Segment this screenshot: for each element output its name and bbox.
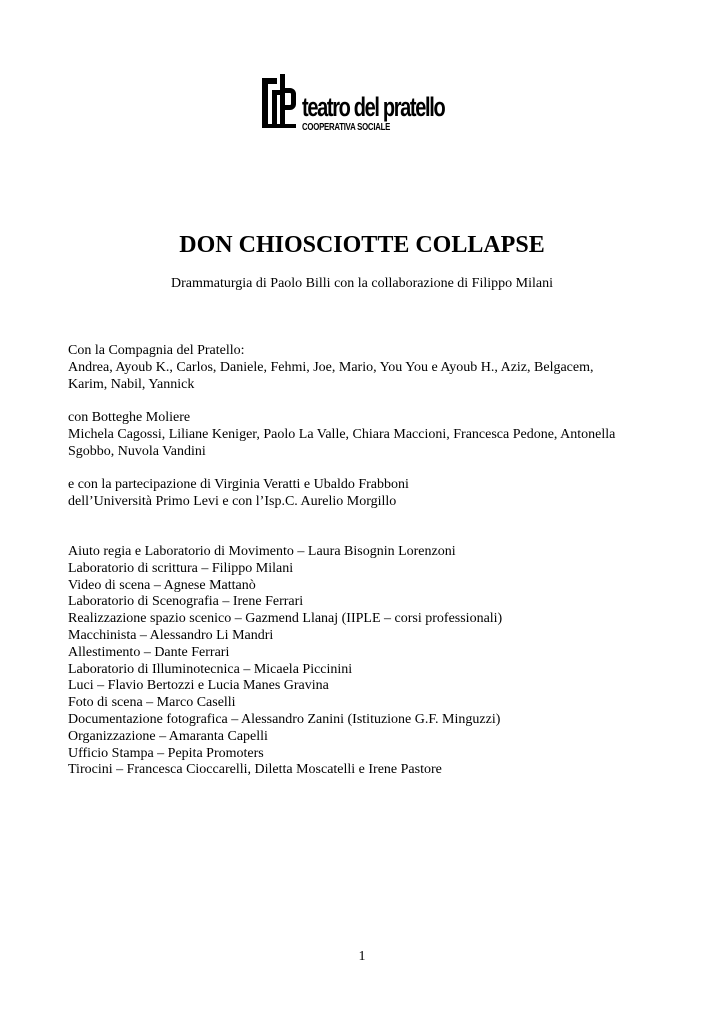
credit-line: Luci – Flavio Bertozzi e Lucia Manes Gravina	[68, 678, 329, 694]
compagnia-line: Karim, Nabil, Yannick	[68, 376, 195, 392]
partecipazione-line: dell’Università Primo Levi e con l’Isp.C. Aurelio Morgillo	[68, 493, 397, 509]
logo-subtitle: COOPERATIVA SOCIALE	[302, 122, 391, 133]
page-number: 1	[358, 949, 366, 964]
credit-line: Documentazione fotografica – Alessandro Zanini (Istituzione G.F. Minguzzi)	[68, 711, 501, 727]
compagnia-heading: Con la Compagnia del Pratello:	[68, 343, 245, 358]
botteghe-line: Michela Cagossi, Liliane Keniger, Paolo La Valle, Chiara Maccioni, Francesca Pedone, Antonella	[68, 426, 616, 442]
credit-line: Video di scena – Agnese Mattanò	[68, 577, 256, 593]
credit-line: Aiuto regia e Laboratorio di Movimento – Laura Bisognin Lorenzoni	[68, 544, 456, 559]
theatre-logo-mark-icon	[262, 74, 296, 132]
compagnia-section	[68, 343, 668, 393]
credit-line: Laboratorio di Illuminotecnica – Micaela Piccinini	[68, 661, 353, 677]
teatro-del-pratello-logo	[262, 74, 472, 144]
credit-line: Macchinista – Alessandro Li Mandri	[68, 627, 274, 643]
botteghe-line: Sgobbo, Nuvola Vandini	[68, 443, 206, 459]
compagnia-line: Andrea, Ayoub K., Carlos, Daniele, Fehmi, Joe, Mario, You You e Ayoub H., Aziz, Belgacem,	[68, 359, 594, 375]
botteghe-heading: con Botteghe Moliere	[68, 410, 191, 425]
botteghe-section	[68, 410, 668, 460]
credit-line: Laboratorio di Scenografia – Irene Ferrari	[68, 594, 304, 610]
logo-name: teatro del pratello	[302, 92, 445, 122]
document-title: DON CHIOSCIOTTE COLLAPSE	[179, 232, 545, 258]
partecipazione-line: e con la partecipazione di Virginia Veratti e Ubaldo Frabboni	[68, 477, 409, 492]
partecipazione-section	[68, 477, 668, 511]
credit-line: Ufficio Stampa – Pepita Promoters	[68, 745, 264, 761]
document-subtitle: Drammaturgia di Paolo Billi con la collaborazione di Filippo Milani	[171, 276, 553, 291]
credit-line: Laboratorio di scrittura – Filippo Milani	[68, 560, 294, 576]
credits-list	[68, 544, 668, 779]
credit-line: Tirocini – Francesca Cioccarelli, Diletta Moscatelli e Irene Pastore	[68, 762, 442, 778]
credit-line: Allestimento – Dante Ferrari	[68, 644, 230, 660]
credit-line: Realizzazione spazio scenico – Gazmend Llanaj (IIPLE – corsi professionali)	[68, 611, 503, 627]
credit-line: Organizzazione – Amaranta Capelli	[68, 728, 268, 744]
credit-line: Foto di scena – Marco Caselli	[68, 695, 236, 711]
